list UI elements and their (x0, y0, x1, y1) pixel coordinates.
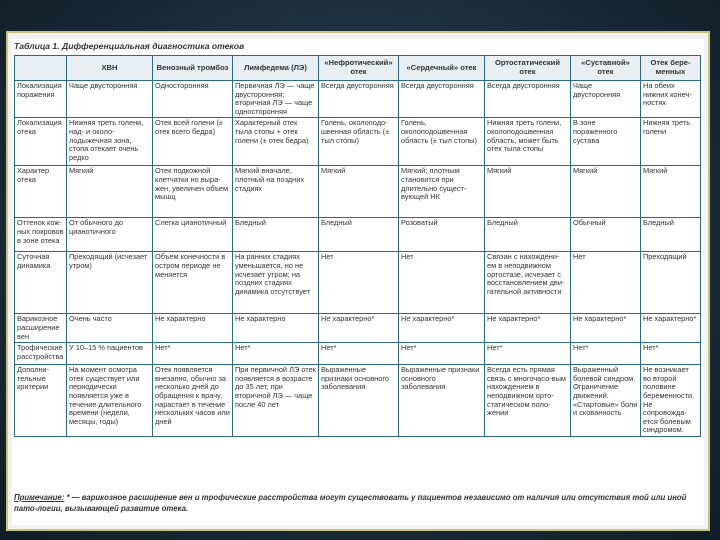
table-cell: Не характерно (153, 314, 233, 343)
row-header-cell: Трофические расстройства (15, 343, 67, 365)
table-cell: Отек подкожной клетчатки но выра-жен, увеличен объем мышц (153, 166, 233, 218)
table-row (15, 118, 701, 166)
row-header-cell: Суточная динамика (15, 252, 67, 314)
table-cell: Нет (319, 252, 399, 314)
table-cell: Преходящий (641, 252, 701, 314)
table-cell: Бледный (641, 218, 701, 252)
table-cell: Нет* (399, 343, 485, 365)
table-cell: Не характерно* (641, 314, 701, 343)
table-cell: От обычного до цианотичного (67, 218, 153, 252)
table-cell: Чаще двусторонняя (571, 81, 641, 118)
table-row (15, 343, 701, 365)
table-cell: Мягкий (641, 166, 701, 218)
table-cell: Выраженный болевой синдром. Ограничение движений. «Стартовые» боли и скованность (571, 365, 641, 437)
table-cell: На обеих нижних конеч-ностях (641, 81, 701, 118)
table-cell: Нижняя треть голени, над- и около-лодыжечная зона, стопа отекает очень редко (67, 118, 153, 166)
table-cell: Не характерно* (571, 314, 641, 343)
table-cell: Характерный отек тыла стопы + отек голени (± отек бедра) (233, 118, 319, 166)
table-row (15, 314, 701, 343)
header-cell: «Нефротический» отек (319, 56, 399, 81)
header-cell: Ортостатический отек (485, 56, 571, 81)
table-cell: Не характерно* (485, 314, 571, 343)
table-cell: Мягкий (319, 166, 399, 218)
table-cell: Преходящий (исчезает утром) (67, 252, 153, 314)
diagnosis-table (14, 55, 701, 437)
table-header-row (15, 56, 701, 81)
table-row (15, 166, 701, 218)
table-cell: Бледный (319, 218, 399, 252)
table-cell: Мягкий (485, 166, 571, 218)
table-cell: Бледный (233, 218, 319, 252)
table-cell: Обычный (571, 218, 641, 252)
table-cell: Нет* (233, 343, 319, 365)
table-cell: Нижняя треть голени (641, 118, 701, 166)
table-cell: Нет* (319, 343, 399, 365)
table-cell: Нет (399, 252, 485, 314)
table-cell: Выраженные признаки основного заболевания (319, 365, 399, 437)
table-cell: Бледный (485, 218, 571, 252)
table-cell: На ранних стадиях уменьшается, но не исчезает утром; на поздних стадиях динамика отсутствует (233, 252, 319, 314)
table-cell: Всегда двусторонняя (485, 81, 571, 118)
table-cell: Нет* (485, 343, 571, 365)
header-cell: Венозный тромбоз (153, 56, 233, 81)
table-cell: При первичной ЛЭ отек появляется в возрасте до 35 лет, при вторичной ЛЭ — чаще после 40 лет (233, 365, 319, 437)
header-cell: ХВН (67, 56, 153, 81)
table-cell: Голень, околоподо-швенная область (± тыл стопы) (319, 118, 399, 166)
header-cell: Лимфедема (ЛЭ) (233, 56, 319, 81)
table-cell: Не характерно* (319, 314, 399, 343)
table-row (15, 218, 701, 252)
table-cell: Отек появляется внезапно, обычно за несколько дней до обращения к врачу, нарастает в течение нескольких часов или дней (153, 365, 233, 437)
table-cell: Мягкий (67, 166, 153, 218)
table-cell: Первичная ЛЭ — чаще двусторонняя; вторичная ЛЭ — чаще односторонняя (233, 81, 319, 118)
header-cell: «Сердечный» отек (399, 56, 485, 81)
table-cell: Нижняя треть голени, околоподошвенная область, может быть отек тыла стопы (485, 118, 571, 166)
table-row (15, 365, 701, 437)
table-cell: Мягкий (571, 166, 641, 218)
table-cell: Всегда двусторонняя (399, 81, 485, 118)
row-header-cell: Локализация отека (15, 118, 67, 166)
table-cell: Всегда двусторонняя (319, 81, 399, 118)
row-header-cell: Дополни-тельные критерии (15, 365, 67, 437)
table-cell: Очень часто (67, 314, 153, 343)
table-cell: Всегда есть прямая связь с многочасо-вым нахождением в неподвижном орто-статическом поло-жении (485, 365, 571, 437)
header-cell: «Суставной» отек (571, 56, 641, 81)
table-cell: Чаще двусторонняя (67, 81, 153, 118)
row-header-cell: Локализация поражения (15, 81, 67, 118)
table-cell: Не возникает во второй половине беременности. Не сопровожда-ется болевым синдромом. (641, 365, 701, 437)
table-cell: Розоватый (399, 218, 485, 252)
table-cell: Мягкий; плотным становится при длительно сущест-вующей НК (399, 166, 485, 218)
table-cell: Не характерно (233, 314, 319, 343)
table-row (15, 81, 701, 118)
table-cell: В зоне пораженного сустава (571, 118, 641, 166)
table-cell: Мягкий вначале, плотный на поздних стадиях (233, 166, 319, 218)
table-row (15, 252, 701, 314)
document-sheet (12, 39, 704, 525)
row-header-cell: Оттенок кож-ных покровов в зоне отека (15, 218, 67, 252)
table-cell: Односторонняя (153, 81, 233, 118)
table-cell: Нет* (571, 343, 641, 365)
table-caption: Таблица 1. Дифференциальная диагностика отеков (14, 41, 245, 51)
table-cell: Нет (571, 252, 641, 314)
note-label: Примечание: (14, 493, 65, 502)
table-cell: Объем конечности в остром периоде не меняется (153, 252, 233, 314)
table-cell: Выраженные признаки основного заболевания (399, 365, 485, 437)
table-note (14, 492, 700, 514)
table-cell: Связан с нахождени-ем в неподвижном ортостазе, исчезает с восстановлением дви-гательной активности (485, 252, 571, 314)
table-cell: У 10–15 % пациентов (67, 343, 153, 365)
table-cell: Слегка цианотичный (153, 218, 233, 252)
table-cell: Голень, околоподошвенная область (± тыл стопы) (399, 118, 485, 166)
table-cell: Нет* (153, 343, 233, 365)
row-header-cell: Характер отека (15, 166, 67, 218)
table-cell: Отек всей голени (± отек всего бедра) (153, 118, 233, 166)
table-cell: Нет* (641, 343, 701, 365)
header-cell: Отек бере-менных (641, 56, 701, 81)
table-cell: Не характерно* (399, 314, 485, 343)
table-cell: На момент осмотра отек существует или периодически появляется уже в течение длительного времени (недели, месяцы, годы) (67, 365, 153, 437)
header-cell (15, 56, 67, 81)
note-text: * — варикозное расширение вен и трофические расстройства могут существовать у пациентов независимо от наличия или отсутствия той или иной пато-логии, вызывающей развитие отека. (14, 493, 687, 513)
row-header-cell: Варикозное расширение вен (15, 314, 67, 343)
